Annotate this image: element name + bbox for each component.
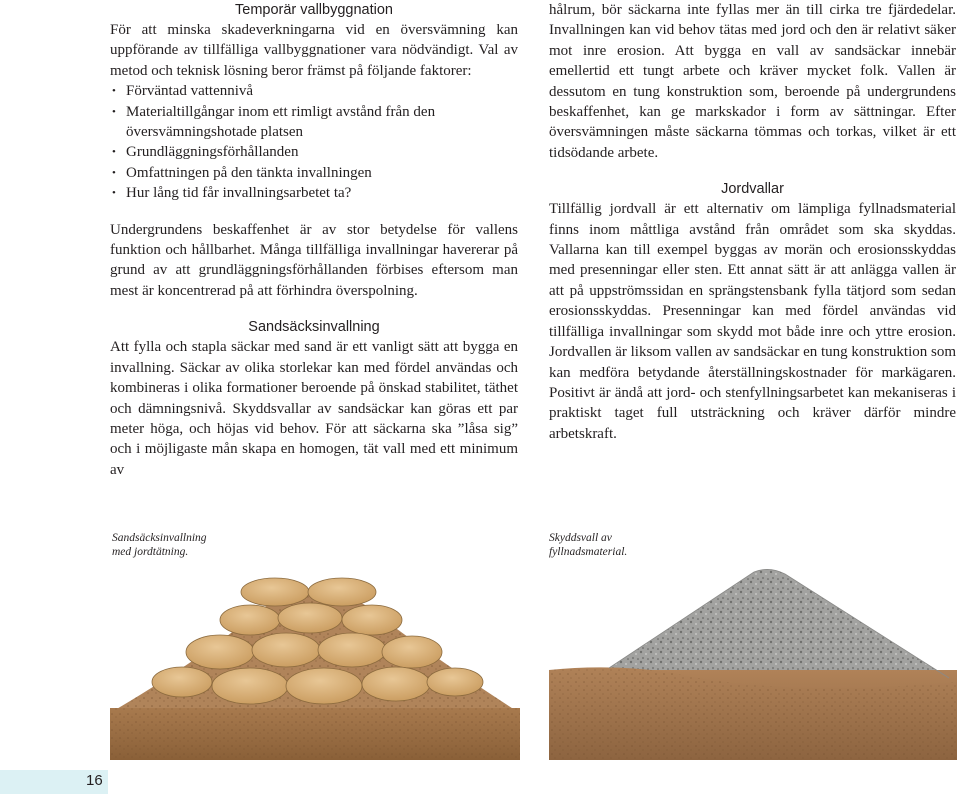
figure-caption-embankment: Skyddsvall av fyllnadsmaterial. (549, 532, 628, 558)
right-column (549, 0, 956, 444)
section-heading-temporar: Temporär vallbyggnation (235, 2, 393, 18)
sandsack-paragraph: Att fylla och stapla säckar med sand är ett vanligt sätt att bygga en invallning. Säckar av olika storlekar kan med fördel användas och kombineras i olika formationer beroende på önskad stabilitet, täthet och dämningsnivå. Skyddsvallar av sandsäckar kan göras ett par meter höga, och höjas vid behov. För att säckarna ska ”låsa sig” och i möjligaste mån skapa en homogen, tät vall med ett minimum av (110, 339, 518, 478)
list-item: • Omfattningen på den tänkta invallningen (110, 163, 518, 183)
intro-paragraph: För att minska skadeverkningarna vid en översvämning kan uppförande av tillfälliga vallbyggnationer vara nödvändigt. Val av metod och teknisk lösning beror främst på följande faktorer: (110, 22, 518, 79)
list-item: • Materialtillgångar inom ett rimligt avstånd från den översvämningshotade platsen (110, 102, 518, 143)
list-item: • Förväntad vattennivå (110, 81, 518, 101)
section-heading-sandsack: Sandsäcksinvallning (248, 319, 380, 336)
list-item: • Grundläggningsförhållanden (110, 142, 518, 162)
fill-embankment-illustration (549, 560, 957, 760)
continued-paragraph: hålrum, bör säckarna inte fyllas mer än till cirka tre fjärdedelar. Invallningen kan vid behov tätas med jord och den är relativt säker mot inre erosion. Att bygga en vall av sandsäckar innebär emellertid ett tungt arbete och kräver mycket folk. Vallen är dessutom en tung konstruktion som, beroende på undergrundens beskaffenhet, kan ge markskador i form av sättningar. Efter översvämningen måste säckarna tömmas och torkas, vilket är ett tidsödande arbete. (549, 2, 956, 161)
page-number: 16 (86, 772, 103, 789)
sandbag-embankment-illustration (110, 560, 520, 760)
left-column (110, 0, 518, 480)
figure-caption-sandbag: Sandsäcksinvallning med jordtätning. (112, 532, 207, 558)
list-item: • Hur lång tid får invallningsarbetet ta? (110, 183, 518, 203)
jordvallar-paragraph: Tillfällig jordvall är ett alternativ om lämpliga fyllnadsmaterial finns inom måttliga avstånd från området som ska skyddas. Vallarna kan till exempel byggas av morän och erosionsskyddas med presenningar eller sten. Ett annat sätt är att anlägga vallen är att på uppströmssidan en sprängstensbank fylla tätjord som sedan erosionsskyddas. Presenningar kan med fördel användas vid tillfälliga invallningar som skydd mot både inre och yttre erosion. Jordvallen är liksom vallen av sandsäckar en tung konstruktion som kan medföra betydande återställningskostnader för markägaren. Positivt är ändå att jord- och stenfyllningsarbetet kan mekaniseras i praktiskt taget full utsträckning och kräver därför mindre arbetskraft. (549, 201, 956, 442)
factor-list (110, 81, 518, 203)
section-heading-jordvallar: Jordvallar (721, 181, 784, 198)
undergrund-paragraph: Undergrundens beskaffenhet är av stor betydelse för vallens funktion och hållbarhet. Många tillfälliga invallningar havererar på grund av att grundläggningsförhållanden förbises eftersom man mest är koncentrerad på att förhindra överspolning. (110, 221, 518, 299)
